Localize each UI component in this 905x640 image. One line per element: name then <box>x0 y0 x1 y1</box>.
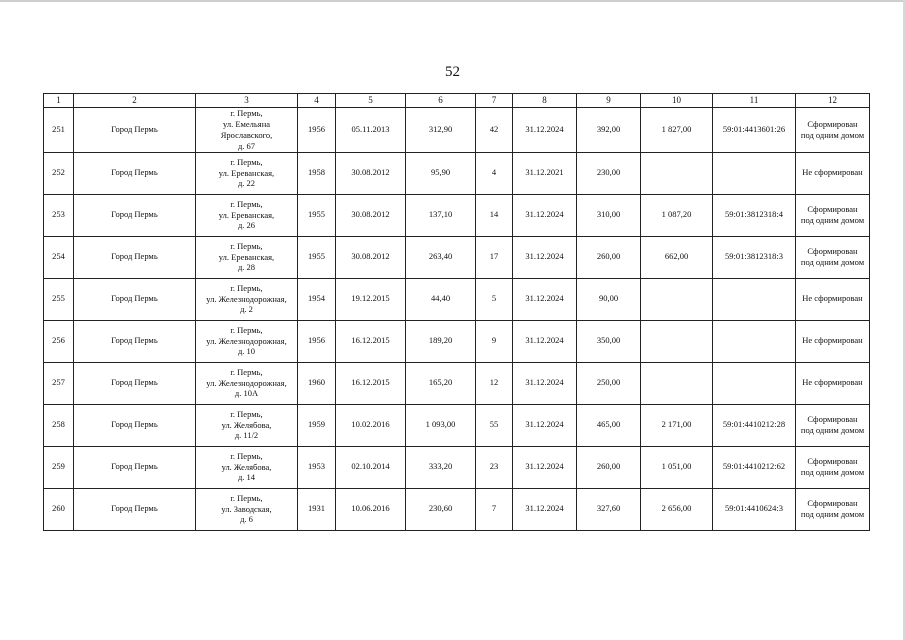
col-header-9: 9 <box>577 94 641 108</box>
address-cell <box>196 108 298 153</box>
address-line: д. 22 <box>237 178 256 189</box>
table-row <box>44 236 870 278</box>
address-line: д. 2 <box>240 304 253 315</box>
cadastral-number-cell: 59:01:3812318:3 <box>713 236 796 278</box>
value-col9-cell: 310,00 <box>577 194 641 236</box>
address-line: ул. Железнодорожная, <box>206 293 287 304</box>
register-table <box>43 93 870 531</box>
city-cell: Город Пермь <box>74 488 196 530</box>
value-col9-cell: 350,00 <box>577 320 641 362</box>
address-cell <box>196 362 298 404</box>
value-col9-cell: 327,60 <box>577 488 641 530</box>
address-cell <box>196 194 298 236</box>
date-cell: 16.12.2015 <box>336 362 406 404</box>
cadastral-number-cell <box>713 320 796 362</box>
status-line: под одним домом <box>800 129 865 140</box>
deadline-cell: 31.12.2024 <box>513 446 577 488</box>
status-cell <box>796 278 870 320</box>
deadline-cell: 31.12.2024 <box>513 320 577 362</box>
deadline-cell: 31.12.2024 <box>513 236 577 278</box>
residents-cell: 55 <box>476 404 513 446</box>
status-line: Не сформирован <box>802 167 863 178</box>
area-cell: 95,90 <box>406 152 476 194</box>
area-cell: 189,20 <box>406 320 476 362</box>
year-cell: 1953 <box>298 446 336 488</box>
address-line: д. 11/2 <box>234 430 259 441</box>
status-line: Сформирован <box>807 203 858 214</box>
value-col10-cell <box>641 152 713 194</box>
residents-cell: 23 <box>476 446 513 488</box>
col-header-7: 7 <box>476 94 513 108</box>
deadline-cell: 31.12.2024 <box>513 404 577 446</box>
value-col9-cell: 392,00 <box>577 108 641 153</box>
address-line: г. Пермь, <box>230 108 263 118</box>
address-line: д. 28 <box>237 262 256 273</box>
value-col10-cell: 1 827,00 <box>641 108 713 153</box>
area-cell: 312,90 <box>406 108 476 153</box>
col-header-4: 4 <box>298 94 336 108</box>
table-body <box>44 108 870 531</box>
value-col9-cell: 230,00 <box>577 152 641 194</box>
city-cell: Город Пермь <box>74 152 196 194</box>
cadastral-number-cell <box>713 152 796 194</box>
date-cell: 19.12.2015 <box>336 278 406 320</box>
row-number-cell: 257 <box>44 362 74 404</box>
date-cell: 05.11.2013 <box>336 108 406 153</box>
year-cell: 1959 <box>298 404 336 446</box>
city-cell: Город Пермь <box>74 362 196 404</box>
date-cell: 30.08.2012 <box>336 236 406 278</box>
status-cell <box>796 108 870 153</box>
residents-cell: 9 <box>476 320 513 362</box>
status-cell <box>796 236 870 278</box>
value-col10-cell: 1 087,20 <box>641 194 713 236</box>
area-cell: 333,20 <box>406 446 476 488</box>
row-number-cell: 260 <box>44 488 74 530</box>
address-line: г. Пермь, <box>230 408 263 419</box>
year-cell: 1955 <box>298 236 336 278</box>
address-line: д. 26 <box>237 220 256 231</box>
city-cell: Город Пермь <box>74 194 196 236</box>
row-number-cell: 252 <box>44 152 74 194</box>
cadastral-number-cell <box>713 278 796 320</box>
address-line: д. 14 <box>237 472 256 483</box>
value-col9-cell: 90,00 <box>577 278 641 320</box>
address-line: д. 67 <box>237 140 256 151</box>
table-row <box>44 194 870 236</box>
status-line: Сформирован <box>807 455 858 466</box>
status-line: под одним домом <box>800 257 865 267</box>
value-col10-cell: 2 656,00 <box>641 488 713 530</box>
deadline-cell: 31.12.2024 <box>513 362 577 404</box>
residents-cell: 12 <box>476 362 513 404</box>
col-header-5: 5 <box>336 94 406 108</box>
value-col9-cell: 250,00 <box>577 362 641 404</box>
city-cell: Город Пермь <box>74 236 196 278</box>
col-header-2: 2 <box>74 94 196 108</box>
status-line: Сформирован <box>807 245 858 256</box>
address-line: д. 10А <box>234 388 259 399</box>
year-cell: 1955 <box>298 194 336 236</box>
residents-cell: 4 <box>476 152 513 194</box>
address-cell <box>196 404 298 446</box>
deadline-cell: 31.12.2021 <box>513 152 577 194</box>
status-cell <box>796 362 870 404</box>
table-row <box>44 362 870 404</box>
date-cell: 10.06.2016 <box>336 488 406 530</box>
row-number-cell: 258 <box>44 404 74 446</box>
cadastral-number-cell: 59:01:3812318:4 <box>713 194 796 236</box>
date-cell: 16.12.2015 <box>336 320 406 362</box>
status-line: под одним домом <box>800 509 865 519</box>
date-cell: 02.10.2014 <box>336 446 406 488</box>
date-cell: 10.02.2016 <box>336 404 406 446</box>
area-cell: 263,40 <box>406 236 476 278</box>
table-row <box>44 488 870 530</box>
address-line: Ярославского, <box>220 129 273 140</box>
city-cell: Город Пермь <box>74 320 196 362</box>
deadline-cell: 31.12.2024 <box>513 194 577 236</box>
table-row <box>44 446 870 488</box>
deadline-cell: 31.12.2024 <box>513 488 577 530</box>
cadastral-number-cell: 59:01:4410212:62 <box>713 446 796 488</box>
table-row <box>44 278 870 320</box>
year-cell: 1931 <box>298 488 336 530</box>
year-cell: 1960 <box>298 362 336 404</box>
address-line: ул. Ереванская, <box>218 251 275 262</box>
status-cell <box>796 446 870 488</box>
address-line: г. Пермь, <box>230 492 263 503</box>
year-cell: 1956 <box>298 108 336 153</box>
city-cell: Город Пермь <box>74 108 196 153</box>
address-line: г. Пермь, <box>230 198 263 209</box>
address-line: д. 6 <box>240 514 253 525</box>
status-line: под одним домом <box>800 215 865 225</box>
address-line: г. Пермь, <box>230 366 263 377</box>
address-cell <box>196 320 298 362</box>
address-line: г. Пермь, <box>230 324 263 335</box>
cadastral-number-cell: 59:01:4413601:26 <box>713 108 796 153</box>
table-row <box>44 404 870 446</box>
residents-cell: 17 <box>476 236 513 278</box>
status-line: Сформирован <box>807 118 858 129</box>
status-line: Сформирован <box>807 413 858 424</box>
address-line: ул. Железнодорожная, <box>206 377 287 388</box>
address-line: ул. Ереванская, <box>218 167 275 178</box>
address-line: ул. Ереванская, <box>218 209 275 220</box>
value-col9-cell: 260,00 <box>577 446 641 488</box>
col-header-11: 11 <box>713 94 796 108</box>
cadastral-number-cell: 59:01:4410624:3 <box>713 488 796 530</box>
col-header-8: 8 <box>513 94 577 108</box>
value-col10-cell <box>641 362 713 404</box>
address-line: ул. Железнодорожная, <box>206 335 287 346</box>
date-cell: 30.08.2012 <box>336 194 406 236</box>
address-cell <box>196 446 298 488</box>
address-cell <box>196 152 298 194</box>
address-line: г. Пермь, <box>230 450 263 461</box>
col-header-10: 10 <box>641 94 713 108</box>
row-number-cell: 259 <box>44 446 74 488</box>
status-line: Не сформирован <box>802 293 863 304</box>
residents-cell: 14 <box>476 194 513 236</box>
status-line: под одним домом <box>800 467 865 477</box>
address-line: г. Пермь, <box>230 156 263 167</box>
status-cell <box>796 152 870 194</box>
value-col10-cell <box>641 320 713 362</box>
address-cell <box>196 278 298 320</box>
address-cell <box>196 488 298 530</box>
city-cell: Город Пермь <box>74 278 196 320</box>
address-line: г. Пермь, <box>230 240 263 251</box>
address-cell <box>196 236 298 278</box>
value-col10-cell: 662,00 <box>641 236 713 278</box>
year-cell: 1956 <box>298 320 336 362</box>
area-cell: 44,40 <box>406 278 476 320</box>
page-number: 52 <box>445 64 460 80</box>
status-cell <box>796 488 870 530</box>
status-line: Не сформирован <box>802 377 863 388</box>
cadastral-number-cell <box>713 362 796 404</box>
status-cell <box>796 404 870 446</box>
page-edge-top <box>0 0 905 2</box>
table-row <box>44 152 870 194</box>
area-cell: 137,10 <box>406 194 476 236</box>
area-cell: 165,20 <box>406 362 476 404</box>
value-col10-cell: 1 051,00 <box>641 446 713 488</box>
cadastral-number-cell: 59:01:4410212:28 <box>713 404 796 446</box>
value-col10-cell: 2 171,00 <box>641 404 713 446</box>
row-number-cell: 251 <box>44 108 74 153</box>
address-line: г. Пермь, <box>230 282 263 293</box>
city-cell: Город Пермь <box>74 404 196 446</box>
year-cell: 1954 <box>298 278 336 320</box>
value-col10-cell <box>641 278 713 320</box>
residents-cell: 5 <box>476 278 513 320</box>
row-number-cell: 253 <box>44 194 74 236</box>
area-cell: 230,60 <box>406 488 476 530</box>
col-header-3: 3 <box>196 94 298 108</box>
table-row <box>44 320 870 362</box>
status-line: Сформирован <box>807 497 858 508</box>
row-number-cell: 254 <box>44 236 74 278</box>
col-header-6: 6 <box>406 94 476 108</box>
area-cell: 1 093,00 <box>406 404 476 446</box>
deadline-cell: 31.12.2024 <box>513 278 577 320</box>
col-header-12: 12 <box>796 94 870 108</box>
table-row <box>44 108 870 153</box>
address-line: ул. Заводская, <box>221 503 272 514</box>
row-number-cell: 255 <box>44 278 74 320</box>
header-row <box>44 94 870 108</box>
year-cell: 1958 <box>298 152 336 194</box>
address-line: д. 10 <box>237 346 256 357</box>
col-header-1: 1 <box>44 94 74 108</box>
status-line: Не сформирован <box>802 335 863 346</box>
city-cell: Город Пермь <box>74 446 196 488</box>
deadline-cell: 31.12.2024 <box>513 108 577 153</box>
date-cell: 30.08.2012 <box>336 152 406 194</box>
value-col9-cell: 465,00 <box>577 404 641 446</box>
status-line: под одним домом <box>800 425 865 435</box>
address-line: ул. Желябова, <box>221 461 272 472</box>
status-cell <box>796 194 870 236</box>
address-line: ул. Желябова, <box>221 419 272 430</box>
status-cell <box>796 320 870 362</box>
row-number-cell: 256 <box>44 320 74 362</box>
residents-cell: 7 <box>476 488 513 530</box>
value-col9-cell: 260,00 <box>577 236 641 278</box>
residents-cell: 42 <box>476 108 513 153</box>
address-line: ул. Емельяна <box>222 118 271 129</box>
